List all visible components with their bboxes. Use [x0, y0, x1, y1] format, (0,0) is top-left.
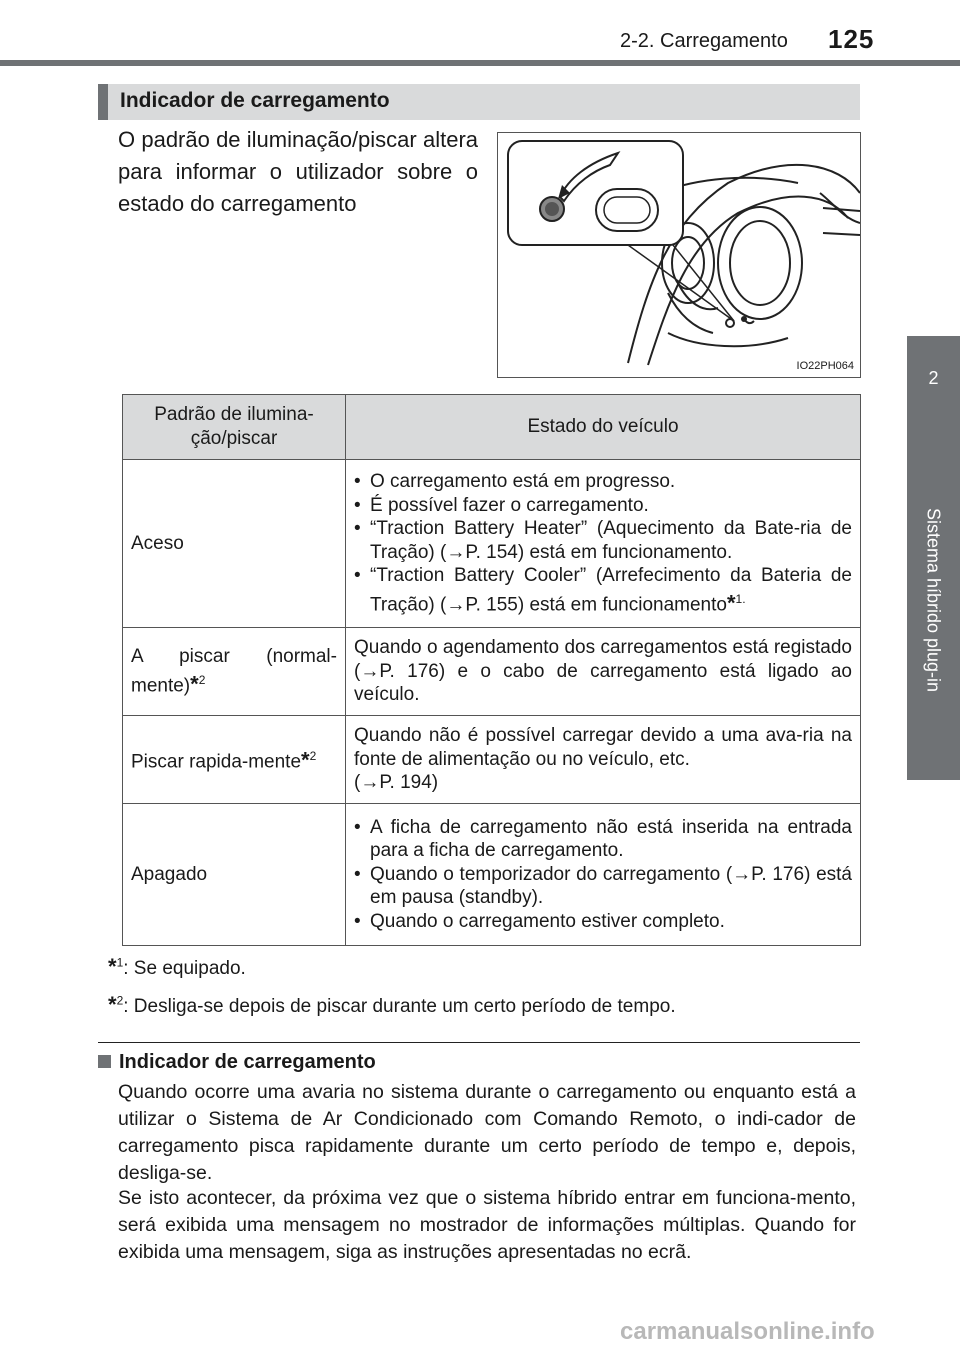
list-item: • O carregamento está em progresso. — [354, 470, 852, 494]
table-header-row — [123, 395, 861, 460]
state-cell — [346, 460, 861, 628]
list-item-text: “Traction Battery Cooler” (Arrefecimento da Bateria de Tração) (→P. 155) está em funcionamento — [370, 565, 852, 616]
list-item: • Quando o carregamento estiver completo. — [354, 910, 852, 934]
header-rule — [0, 60, 960, 66]
footnote-1 — [108, 954, 246, 980]
pattern-label: Apagado — [131, 863, 208, 885]
pattern-label: Piscar rapida-mente — [131, 751, 302, 773]
footnote-text: : Se equipado. — [123, 958, 246, 979]
section-divider — [98, 1042, 860, 1043]
section-title: Indicador de carregamento — [120, 89, 390, 112]
list-item: • A ficha de carregamento não está inserida na entrada para a ficha de carregamento. — [354, 816, 852, 863]
paragraph: Se isto acontecer, da próxima vez que o sistema híbrido entrar em funciona-mento, será exibida uma mensagem no mostrador de informações múltiplas. Quando for exibida uma mensagem, siga as instruções apresentadas no ecrã. — [118, 1187, 856, 1263]
figure-code: IO22PH064 — [796, 360, 854, 372]
footnote-star: * — [108, 954, 117, 979]
footnote-ref: 2 — [309, 749, 317, 764]
list-item: • “Traction Battery Heater” (Aquecimento da Bate-ria de Tração) (→P. 154) está em funcionamento. — [354, 517, 852, 564]
state-cell — [346, 804, 861, 946]
pattern-label: A piscar (normal-mente) — [131, 646, 337, 697]
table-row — [123, 460, 861, 628]
pattern-cell — [123, 804, 346, 946]
pattern-cell — [123, 716, 346, 804]
watermark: carmanualsonline.info — [620, 1318, 875, 1345]
page-number: 125 — [828, 24, 875, 54]
paragraph: Quando ocorre uma avaria no sistema durante o carregamento ou enquanto está a utilizar o Sistema de Ar Condicionado com Comando Remoto, o indi-cador de carregamento pisca rapidamente durante um certo período de tempo e, depois, desliga-se. — [118, 1081, 856, 1184]
footnote-2 — [108, 992, 676, 1018]
state-text: Quando não é possível carregar devido a uma ava-ria na fonte de alimentação ou no veículo, etc. — [354, 725, 852, 770]
pattern-cell — [123, 628, 346, 716]
column-header-pattern: Padrão de ilumina-ção/piscar — [123, 395, 346, 460]
state-cell: Quando o agendamento dos carregamentos está registado (→P. 176) e o cabo de carregamento está ligado ao veículo. — [346, 628, 861, 716]
footnote-number: 1 — [116, 955, 124, 970]
table-row — [123, 628, 861, 716]
section-title-bar — [98, 84, 860, 120]
footnote-star: * — [108, 992, 117, 1017]
charging-port-figure — [497, 132, 861, 378]
state-cell — [346, 716, 861, 804]
footnote-ref: 1. — [735, 591, 746, 606]
table-row — [123, 716, 861, 804]
footnote-text: : Desliga-se depois de piscar durante um certo período de tempo. — [123, 996, 676, 1017]
list-item: • É possível fazer o carregamento. — [354, 494, 852, 518]
charging-port-illustration — [498, 133, 860, 377]
chapter-tab — [907, 336, 960, 420]
pattern-cell — [123, 460, 346, 628]
footnote-number: 2 — [116, 993, 124, 1008]
chapter-number: 2 — [928, 367, 939, 388]
column-header-state: Estado do veículo — [346, 395, 861, 460]
footnote-star: * — [301, 747, 310, 773]
list-item — [354, 564, 852, 616]
chapter-title: Sistema híbrido plug-in — [923, 507, 944, 693]
page-reference: (→P. 194) — [354, 772, 439, 794]
list-item: • Quando o temporizador do carregamento (→P. 176) está em pausa (standby). — [354, 863, 852, 910]
intro-text: O padrão de iluminação/piscar altera para informar o utilizador sobre o estado do carregamento — [118, 127, 478, 216]
subsection-heading — [98, 1051, 376, 1074]
subsection-title: Indicador de carregamento — [119, 1051, 376, 1073]
table-row — [123, 804, 861, 946]
pattern-label: Aceso — [131, 532, 184, 554]
indicator-states-table — [122, 394, 861, 946]
section-header: 2-2. Carregamento — [620, 30, 788, 52]
square-bullet-icon — [98, 1055, 111, 1068]
footnote-star: * — [726, 590, 736, 616]
footnote-star: * — [190, 671, 199, 697]
footnote-ref: 2 — [198, 672, 206, 687]
